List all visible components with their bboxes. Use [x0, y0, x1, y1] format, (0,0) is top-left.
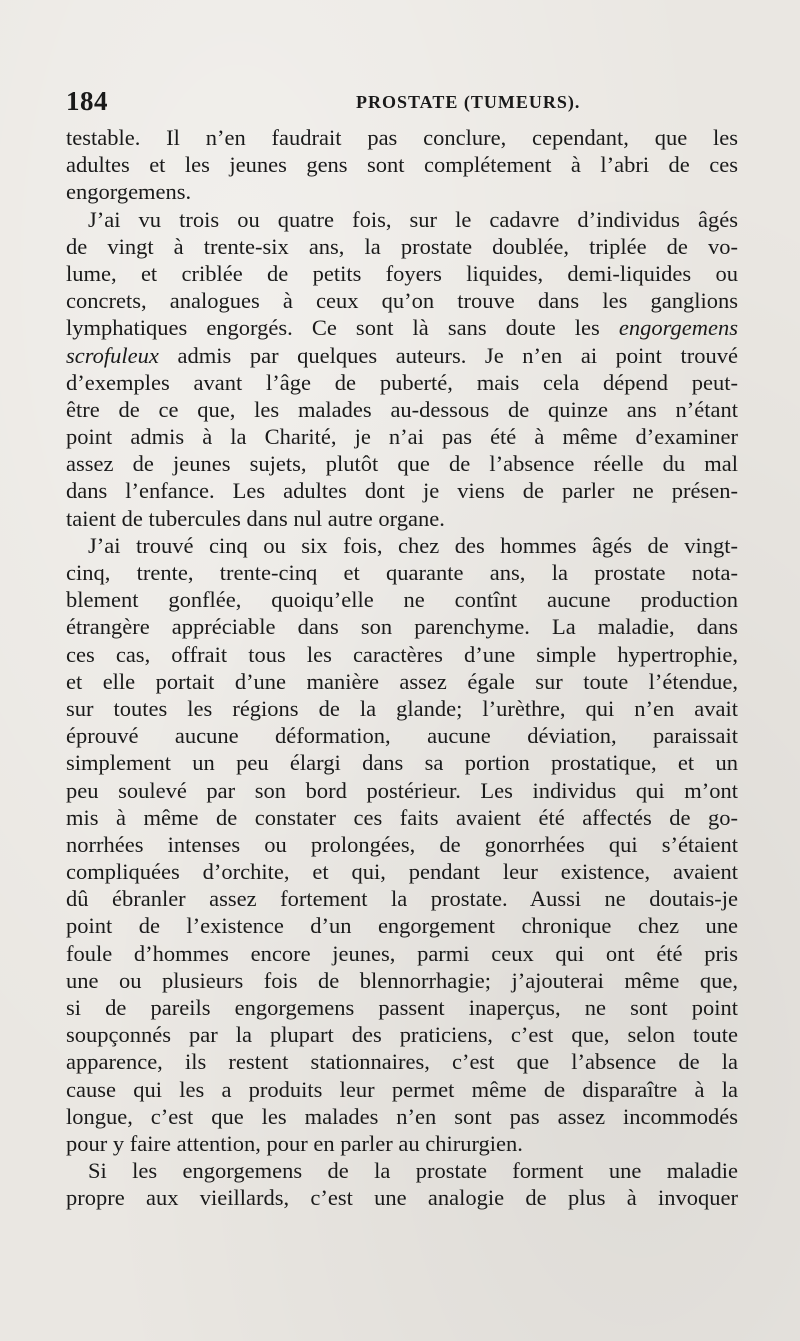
text-line: adultes et les jeunes gens sont complétement à l’abri de ces [66, 152, 738, 178]
running-head: PROSTATE (TUMEURS). [356, 92, 581, 112]
text-line: mis à même de constater ces faits avaient été affectés de go- [66, 804, 738, 830]
text-line: si de pareils engorgemens passent inaperçus, ne sont point [66, 995, 738, 1020]
text-line: cinq, trente, trente-cinq et quarante ans, la prostate nota- [66, 560, 738, 585]
text-line: pour y faire attention, pour en parler au chirurgien. [66, 1130, 523, 1156]
text-line: engorgemens. [66, 179, 192, 205]
text-line: Si les engorgemens de la prostate forment une maladie [88, 1158, 738, 1184]
text-line-with-italic [66, 342, 738, 369]
text-line: assez de jeunes sujets, plutôt que de l’absence réelle du mal [66, 451, 738, 477]
page-header [66, 86, 742, 122]
text-line: point de l’existence d’un engorgement chronique chez une [66, 913, 738, 939]
text-line: concrets, analogues à ceux qu’on trouve dans les ganglions [66, 288, 738, 314]
text-line: simplement un peu élargi dans sa portion prostatique, et un [66, 750, 738, 776]
text-line: ces cas, offrait tous les caractères d’une simple hypertrophie, [66, 641, 738, 667]
text-line: cause qui les a produits leur permet même de disparaître à la [66, 1076, 738, 1102]
text-line: foule d’hommes encore jeunes, parmi ceux qui ont été pris [66, 940, 738, 966]
italic-term: engorgemens [618, 315, 738, 341]
paragraph [66, 206, 738, 532]
text-line: peu soulevé par son bord postérieur. Les individus qui m’ont [66, 777, 738, 803]
paragraph [66, 1157, 738, 1211]
text-line: compliquées d’orchite, et qui, pendant leur existence, avaient [66, 859, 738, 885]
italic-term: scrofuleux [66, 342, 159, 368]
paragraph [66, 124, 738, 206]
text-line: dans l’enfance. Les adultes dont je viens de parler ne présen- [66, 478, 738, 504]
text-line: être de ce que, les malades au-dessous de quinze ans n’étant [66, 396, 738, 422]
text-line: apparence, ils restent stationnaires, c’est que l’absence de la [66, 1049, 738, 1075]
text-line: une ou plusieurs fois de blennorrhagie; j’ajouterai même que, [66, 967, 738, 993]
text-line: taient de tubercules dans nul autre organe. [66, 505, 445, 531]
text-line: longue, c’est que les malades n’en sont pas assez incommodés [66, 1103, 738, 1129]
body-text [66, 124, 738, 1212]
text-line: soupçonnés par la plupart des praticiens, c’est que, selon toute [66, 1022, 738, 1048]
page-number: 184 [66, 86, 108, 116]
text-line: sur toutes les régions de la glande; l’urèthre, qui n’en avait [66, 695, 738, 721]
text-line: point admis à la Charité, je n’ai pas été à même d’examiner [66, 424, 738, 450]
paragraph [66, 532, 738, 1157]
text-line: J’ai trouvé cinq ou six fois, chez des hommes âgés de vingt- [88, 532, 738, 558]
text-line: propre aux vieillards, c’est une analogie de plus à invoquer [66, 1185, 738, 1211]
text-line: testable. Il n’en faudrait pas conclure, cependant, que les [66, 125, 738, 150]
text-line: d’exemples avant l’âge de puberté, mais cela dépend peut- [66, 369, 738, 395]
text-line-with-italic [66, 314, 738, 341]
text-line: blement gonflée, quoiqu’elle ne contînt aucune production [66, 587, 738, 613]
text-line: et elle portait d’une manière assez égale sur toute l’étendue, [66, 668, 738, 694]
text-line: J’ai vu trois ou quatre fois, sur le cadavre d’individus âgés [88, 206, 738, 232]
text-line: dû ébranler assez fortement la prostate. Aussi ne doutais-je [66, 886, 738, 912]
text-segment: lymphatiques engorgés. Ce sont là sans doute les [66, 315, 619, 341]
text-line: norrhées intenses ou prolongées, de gonorrhées qui s’étaient [66, 831, 738, 857]
text-line: éprouvé aucune déformation, aucune déviation, paraissait [66, 723, 738, 749]
text-line: lume, et criblée de petits foyers liquides, demi-liquides ou [66, 260, 738, 286]
text-line: étrangère appréciable dans son parenchyme. La maladie, dans [66, 614, 738, 640]
text-segment: admis par quelques auteurs. Je n’en ai point trouvé [177, 342, 738, 368]
text-line: de vingt à trente-six ans, la prostate doublée, triplée de vo- [66, 233, 738, 259]
